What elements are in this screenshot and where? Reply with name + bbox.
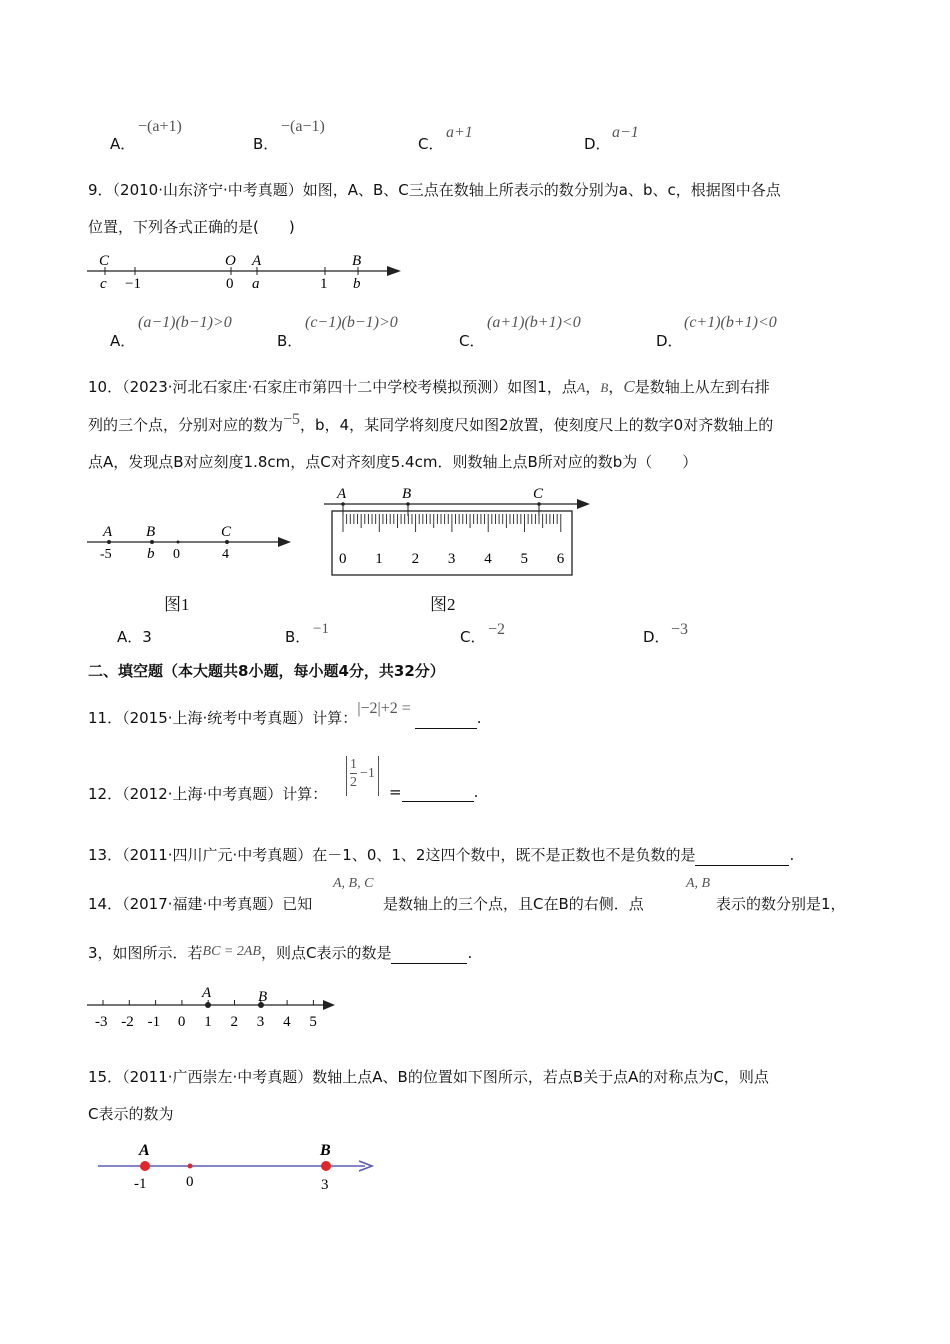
point-A (341, 502, 345, 506)
q9-number-line (85, 250, 405, 292)
q10-fig2-ruler (318, 484, 598, 580)
q8-option-a[interactable]: A． (110, 135, 136, 153)
label-A: A (252, 253, 262, 269)
q14-line1-b: 是数轴上的三个点，且C在B的右侧．点 (383, 895, 644, 913)
q14-tick-label: -2 (121, 1014, 134, 1030)
label-A: A (103, 524, 113, 540)
q10-fig1-number-line (85, 518, 295, 566)
q10-option-b-expr: −1 (313, 621, 329, 637)
q9-option-a[interactable]: A． (110, 332, 136, 350)
q14-math-ab: A, B (686, 876, 711, 891)
label-b: b (353, 276, 361, 292)
q9-option-d[interactable]: D． (656, 332, 683, 350)
label-C: C (221, 524, 232, 540)
label-neg1: −1 (125, 276, 141, 292)
q10-option-b[interactable]: B． (285, 628, 311, 646)
ruler-label: 0 (339, 551, 347, 567)
fig1-caption: 图1 (164, 595, 190, 614)
ruler-label: 3 (447, 551, 456, 567)
q13: 13．（2011·四川广元·中考真题）在－1、0、1、2这四个数中，既不是正数也不是负数的是 . (88, 846, 795, 864)
label-C: C (533, 486, 544, 502)
arrow-icon (577, 499, 590, 509)
label-1: 1 (320, 276, 328, 292)
q8-option-c[interactable]: C． (418, 135, 444, 153)
ruler-label: 6 (556, 551, 565, 567)
label-B: B (146, 524, 156, 540)
q11-answer-blank[interactable] (415, 708, 477, 729)
label-0: 0 (173, 547, 180, 562)
q14-tick-label: -1 (147, 1014, 161, 1030)
q8-option-d-expr: a−1 (612, 124, 639, 141)
label-B: B (352, 253, 362, 269)
q10-line2: 列的三个点，分别对应的数为−5，b，4，某同学将刻度尺如图2放置，使刻度尺上的数字0对齐数轴上的 (88, 411, 774, 434)
q14-line1-c: 表示的数分别是1， (716, 895, 846, 913)
q14-tick-label: 3 (256, 1014, 265, 1030)
q9-option-a-expr: (a−1)(b−1)>0 (138, 314, 232, 331)
q14-tick-label: 2 (230, 1014, 238, 1030)
section-heading: 二、填空题（本大题共8小题，每小题4分，共32分） (88, 662, 445, 680)
q14-tick-label: 5 (309, 1014, 317, 1030)
q10-line3: 点A，发现点B对应刻度1.8cm，点C对齐刻度5.4cm．则数轴上点B所对应的数b为（ ） (88, 453, 698, 471)
q9-option-b-expr: (c−1)(b−1)>0 (305, 314, 398, 331)
q12-answer: = . (389, 783, 479, 801)
q14-tick-label: 0 (177, 1014, 186, 1030)
q14-math-abc: A, B, C (333, 876, 374, 891)
q14-tick-label: 4 (283, 1014, 291, 1030)
q10-option-c[interactable]: C． (460, 628, 486, 646)
arrow-icon (387, 266, 401, 276)
q8-option-b[interactable]: B． (253, 135, 279, 153)
fig2-caption: 图2 (430, 595, 456, 614)
q10-option-a[interactable]: A．3 (117, 628, 152, 646)
ruler-label: 2 (411, 551, 420, 567)
ruler-labels (339, 551, 565, 567)
ruler-ticks (343, 514, 561, 532)
q9-option-b[interactable]: B． (277, 332, 303, 350)
q14-line2: 3，如图所示．若BC = 2AB，则点C表示的数是 . (88, 944, 473, 962)
label-a: a (252, 276, 260, 292)
q15-line2: C表示的数为 (88, 1105, 174, 1123)
q8-option-b-expr: −(a−1) (281, 118, 325, 135)
q10-option-c-expr: −2 (488, 621, 506, 638)
point-0 (177, 541, 180, 544)
ruler-label: 4 (484, 551, 492, 567)
q10-option-d-expr: −3 (671, 621, 689, 638)
label-A: A (337, 486, 347, 502)
label-3: 3 (321, 1177, 329, 1193)
q14-tick-label: -3 (95, 1014, 108, 1030)
q11: 11．（2015·上海·统考中考真题）计算：|−2|+2 = . (88, 700, 482, 727)
ruler-label: 5 (520, 551, 528, 567)
point-A (140, 1161, 150, 1171)
q13-answer-blank[interactable] (695, 845, 789, 866)
label-neg5: -5 (100, 547, 112, 562)
q14-line1-a: 14．（2017·福建·中考真题）已知 (88, 895, 313, 913)
q10-option-d[interactable]: D． (643, 628, 670, 646)
q9-option-c-expr: (a+1)(b+1)<0 (487, 314, 581, 331)
q12-expression: $\frac{1}{2}$ −1 (346, 756, 379, 796)
q9-line2: 位置，下列各式正确的是( ) (88, 218, 295, 236)
q14-tick-label: 1 (204, 1014, 212, 1030)
ruler-label: 1 (375, 551, 383, 567)
q8-option-a-expr: −(a+1) (138, 118, 182, 135)
q8-option-d[interactable]: D． (584, 135, 611, 153)
label-A: A (202, 985, 212, 1001)
q15-number-line (95, 1136, 380, 1198)
q9-option-c[interactable]: C． (459, 332, 485, 350)
label-A: A (139, 1142, 150, 1159)
label-0: 0 (186, 1174, 194, 1190)
q9-line1: 9．（2010·山东济宁·中考真题）如图，A、B、C三点在数轴上所表示的数分别为a、b、c，根据图中各点 (88, 181, 781, 199)
q14-number-line (85, 983, 340, 1031)
point-C (537, 502, 541, 506)
point-C (225, 540, 229, 544)
q12-text: 12．（2012·上海·中考真题）计算： (88, 785, 328, 803)
q10-line1: 10．（2023·河北石家庄·石家庄市第四十二中学校考模拟预测）如图1，点A，B，C是数轴上从左到右排 (88, 377, 770, 396)
point-A (107, 540, 111, 544)
q8-option-c-expr: a+1 (446, 124, 473, 141)
point-B (406, 502, 410, 506)
label-b: b (147, 546, 155, 562)
point-0 (188, 1164, 193, 1169)
q15-line1: 15．（2011·广西崇左·中考真题）数轴上点A、B的位置如下图所示，若点B关于点A的对称点为C，则点 (88, 1068, 769, 1086)
label-0: 0 (226, 276, 234, 292)
label-C: C (99, 253, 110, 269)
point-B (150, 540, 154, 544)
arrow-icon (323, 1000, 335, 1010)
label-B: B (320, 1142, 331, 1159)
point-B (321, 1161, 331, 1171)
label-O: O (225, 253, 236, 269)
label-neg1: -1 (134, 1176, 147, 1192)
label-c: c (100, 276, 107, 292)
q9-option-d-expr: (c+1)(b+1)<0 (684, 314, 777, 331)
label-B: B (402, 486, 412, 502)
label-4: 4 (222, 547, 229, 562)
q12-answer-blank[interactable] (402, 783, 474, 802)
q14-answer-blank[interactable] (391, 943, 467, 964)
arrow-icon (278, 537, 291, 547)
label-B: B (258, 989, 268, 1005)
point-A (205, 1002, 211, 1008)
